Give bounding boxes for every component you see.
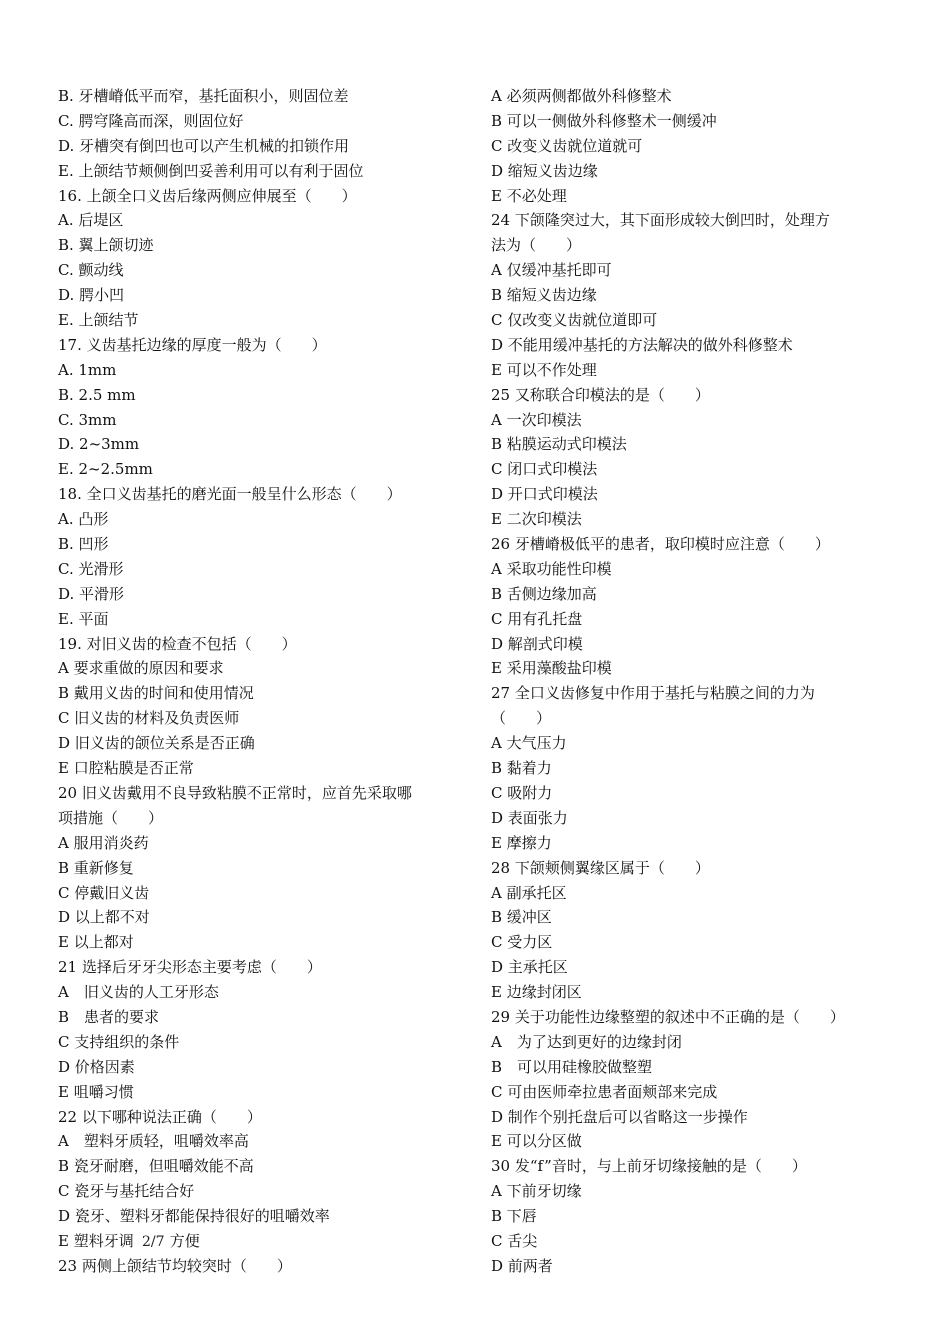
right-text-line: E 采用藻酸盐印模 — [491, 659, 612, 678]
left-text-line: D. 牙槽突有倒凹也可以产生机械的扣锁作用 — [58, 136, 350, 155]
right-text-line: B 可以一侧做外科修整术一侧缓冲 — [491, 111, 717, 130]
left-text-line: B 戴用义齿的时间和使用情况 — [58, 684, 254, 703]
right-text-line: A 一次印模法 — [491, 410, 582, 429]
right-text-line: C 改变义齿就位道就可 — [491, 136, 643, 155]
right-column — [491, 84, 891, 1279]
left-text-line: D. 平滑形 — [58, 584, 125, 603]
left-text-line: B. 牙槽嵴低平而窄，基托面积小，则固位差 — [58, 87, 349, 105]
right-text-line: A 为了达到更好的边缘封闭 — [491, 1032, 682, 1051]
left-text-line: 21 选择后牙牙尖形态主要考虑（ ） — [58, 958, 322, 977]
left-text-line: 20 旧义齿戴用不良导致粘膜不正常时，应首先采取哪 — [58, 783, 412, 802]
right-text-line: C 受力区 — [491, 933, 553, 952]
right-text-line: E 可以不作处理 — [491, 360, 597, 379]
right-text-line: D 表面张力 — [491, 808, 568, 827]
right-text-line: C 用有孔托盘 — [491, 609, 583, 628]
left-text-line: D 以上都不对 — [58, 908, 150, 927]
left-text-line: E. 平面 — [58, 609, 109, 628]
right-text-line: A 大气压力 — [491, 734, 567, 753]
right-text-line: A 采取功能性印模 — [491, 559, 612, 578]
left-text-line: 16. 上颌全口义齿后缘两侧应伸展至（ ） — [58, 186, 357, 205]
right-text-line: A 下前牙切缘 — [491, 1182, 582, 1201]
left-text-line: E. 上颌结节 — [58, 311, 139, 330]
right-text-line: B 可以用硅橡胶做整塑 — [491, 1057, 653, 1076]
right-text-line: 25 又称联合印模法的是（ ） — [491, 385, 710, 404]
right-text-line: E 摩擦力 — [491, 833, 552, 852]
left-text-line: A 旧义齿的人工牙形态 — [58, 983, 219, 1002]
right-text-line: B 舌侧边缘加高 — [491, 584, 597, 603]
left-text-line: 22 以下哪种说法正确（ ） — [58, 1107, 262, 1126]
right-text-line: C 可由医师牵拉患者面颊部来完成 — [491, 1082, 718, 1101]
right-text-line: 29 关于功能性边缘整塑的叙述中不正确的是（ ） — [491, 1007, 845, 1026]
right-text-line: E 二次印模法 — [491, 510, 582, 529]
left-text-line: C. 3mm — [58, 410, 117, 429]
right-text-line: B 缩短义齿边缘 — [491, 286, 597, 305]
left-text-line: D 旧义齿的颌位关系是否正确 — [58, 734, 255, 753]
left-text-line: C. 颤动线 — [58, 261, 124, 280]
right-text-line: 26 牙槽嵴极低平的患者，取印模时应注意（ ） — [491, 535, 830, 554]
left-column — [58, 84, 468, 1279]
right-text-line: A 必须两侧都做外科修整术 — [491, 87, 672, 105]
right-text-line: C 吸附力 — [491, 783, 553, 802]
right-text-line: C 仅改变义齿就位道即可 — [491, 311, 658, 330]
right-text-line: D 制作个别托盘后可以省略这一步操作 — [491, 1107, 748, 1126]
left-text-line: D. 2~3mm — [58, 435, 140, 454]
right-text-line: D 解剖式印模 — [491, 634, 583, 653]
left-text-line: A. 1mm — [58, 360, 117, 379]
right-text-line: E 不必处理 — [491, 186, 567, 205]
right-text-line: E 边缘封闭区 — [491, 983, 582, 1002]
left-text-line: 23 两侧上颌结节均较突时（ ） — [58, 1256, 292, 1275]
left-text-line: A. 凸形 — [58, 510, 109, 529]
right-text-line: C 闭口式印模法 — [491, 460, 598, 479]
left-text-line: C 停戴旧义齿 — [58, 883, 150, 902]
left-text-line: C 旧义齿的材料及负责医师 — [58, 709, 240, 728]
right-text-line: A 副承托区 — [491, 883, 567, 902]
left-text-line: B. 凹形 — [58, 535, 109, 554]
left-text-line: B. 2.5 mm — [58, 385, 136, 404]
left-text-line: E. 2~2.5mm — [58, 460, 153, 479]
right-text-line: 24 下颌隆突过大，其下面形成较大倒凹时，处理方 — [491, 211, 830, 230]
left-text-line: B 瓷牙耐磨，但咀嚼效能不高 — [58, 1157, 254, 1176]
left-text-line: C 支持组织的条件 — [58, 1032, 180, 1051]
line-tail-text: 方便 — [169, 1231, 200, 1250]
left-text-line: C 瓷牙与基托结合好 — [58, 1182, 195, 1201]
right-text-line: B 缓冲区 — [491, 908, 552, 927]
right-text-line: D 开口式印模法 — [491, 485, 598, 504]
left-text-line: D 瓷牙、塑料牙都能保持很好的咀嚼效率 — [58, 1207, 330, 1226]
left-text-line: E 咀嚼习惯 — [58, 1082, 134, 1101]
right-text-line: D 缩短义齿边缘 — [491, 161, 598, 180]
left-text-line: 项措施（ ） — [58, 808, 164, 827]
left-text-line: B 重新修复 — [58, 858, 134, 877]
left-text-line: E 塑料牙调 方便 — [58, 1231, 200, 1250]
right-text-line: （ ） — [491, 709, 552, 728]
left-text-line: 18. 全口义齿基托的磨光面一般呈什么形态（ ） — [58, 485, 402, 504]
right-text-line: D 主承托区 — [491, 958, 568, 977]
left-text-line: E. 上颌结节颊侧倒凹妥善利用可以有利于固位 — [58, 161, 364, 180]
left-text-line: D 价格因素 — [58, 1057, 135, 1076]
right-text-line: B 粘膜运动式印模法 — [491, 435, 627, 454]
left-text-line: A 要求重做的原因和要求 — [58, 659, 224, 678]
left-text-line: A 服用消炎药 — [58, 833, 149, 852]
right-text-line: 30 发“f”音时，与上前牙切缘接触的是（ ） — [491, 1157, 807, 1176]
left-text-line: B 患者的要求 — [58, 1007, 160, 1026]
left-text-line: A. 后堤区 — [58, 211, 124, 230]
right-text-line: A 仅缓冲基托即可 — [491, 261, 612, 280]
left-text-line: E 口腔粘膜是否正常 — [58, 759, 194, 778]
left-text-line: A 塑料牙质轻，咀嚼效率高 — [58, 1132, 249, 1151]
left-text-line: 19. 对旧义齿的检查不包括（ ） — [58, 634, 297, 653]
right-text-line: 28 下颌颊侧翼缘区属于（ ） — [491, 858, 710, 877]
right-text-line: B 下唇 — [491, 1207, 537, 1226]
right-text-line: D 不能用缓冲基托的方法解决的做外科修整术 — [491, 335, 793, 354]
page-number: 2/7 — [142, 1234, 165, 1250]
left-text-line: C. 腭穹隆高而深，则固位好 — [58, 111, 244, 130]
left-text-line: D. 腭小凹 — [58, 286, 125, 305]
left-text-line: E 以上都对 — [58, 933, 134, 952]
right-text-line: C 舌尖 — [491, 1231, 538, 1250]
right-text-line: E 可以分区做 — [491, 1132, 582, 1151]
left-text-line: 17. 义齿基托边缘的厚度一般为（ ） — [58, 335, 327, 354]
right-text-line: B 黏着力 — [491, 759, 552, 778]
left-text-line: C. 光滑形 — [58, 559, 124, 578]
right-text-line: 27 全口义齿修复中作用于基托与粘膜之间的力为 — [491, 684, 815, 703]
right-text-line: D 前两者 — [491, 1256, 553, 1275]
left-text-line: B. 翼上颌切迹 — [58, 236, 154, 255]
right-text-line: 法为（ ） — [491, 236, 582, 255]
